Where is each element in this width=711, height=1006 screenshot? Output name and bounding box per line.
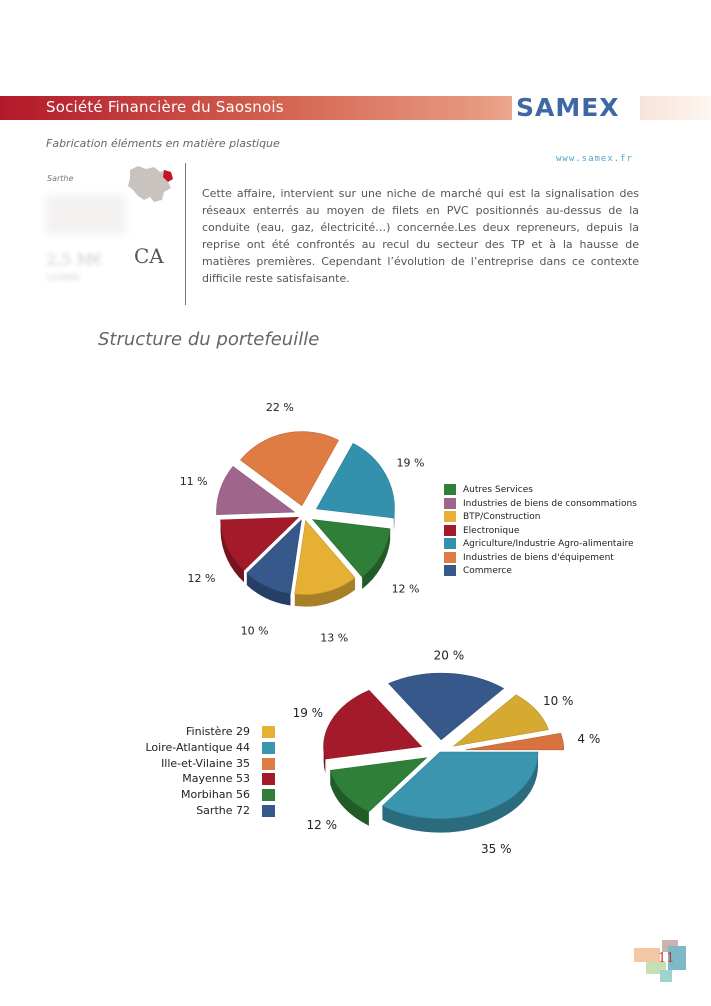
- legend-label: Industries de biens d'équipement: [463, 552, 614, 563]
- legend-swatch: [262, 805, 275, 817]
- legend-swatch: [444, 511, 456, 522]
- legend-swatch: [262, 789, 275, 801]
- legend-label: Morbihan 56: [181, 788, 250, 802]
- legend-swatch: [444, 525, 456, 536]
- website-link[interactable]: www.samex.fr: [556, 154, 634, 164]
- region-label: Sarthe: [47, 174, 74, 183]
- legend-label: Mayenne 53: [182, 772, 250, 786]
- legend-swatch: [444, 552, 456, 563]
- legend-label: Sarthe 72: [196, 804, 250, 817]
- company-title: Société Financière du Saosnois: [46, 98, 284, 116]
- legend-swatch: [262, 758, 275, 770]
- samex-logo: SAMEX: [516, 93, 620, 122]
- legend-swatch: [262, 742, 275, 754]
- legend-label: Agriculture/Industrie Agro-alimentaire: [463, 539, 634, 549]
- page-number: 11: [658, 951, 675, 966]
- ca-date: 12/2009: [46, 273, 80, 282]
- pie-data-label: 10 %: [240, 624, 269, 638]
- pie-data-label: 19 %: [396, 456, 425, 470]
- pie-data-label: 13 %: [320, 631, 349, 645]
- pie-data-label: 12 %: [391, 582, 420, 596]
- legend-swatch: [444, 498, 456, 509]
- legend-label: Commerce: [463, 566, 512, 576]
- pie-data-label: 4 %: [577, 732, 601, 747]
- legend-label: Autres Services: [463, 485, 533, 495]
- legend-swatch: [444, 538, 456, 549]
- legend-label: Electronique: [463, 525, 520, 536]
- pie-data-label: 35 %: [481, 842, 512, 857]
- pie-chart-2: [293, 649, 601, 856]
- legend-label: Industries de biens de consommations: [463, 498, 637, 509]
- legend-label: Loire-Atlantique 44: [145, 740, 250, 754]
- legend-swatch: [262, 726, 275, 738]
- ca-label: CA: [134, 244, 164, 268]
- legend-label: Finistère 29: [186, 725, 250, 738]
- pie-data-label: 22 %: [265, 401, 294, 415]
- pie-data-label: 10 %: [542, 693, 574, 708]
- activity-subtitle: Fabrication éléments en matière plastique: [46, 137, 280, 150]
- company-description: Cette affaire, intervient sur une niche de marché qui est la signalisation des réseaux enterrés au moyen de filets en PVC positionnés au-dessus de la conduite (eau, gaz, électricité…) concernée.Les deux repreneurs, depuis la reprise ont été confrontés au recul du secteur des TP et à la hausse de matières premières. Cependant l’évolution de l’entreprise dans ce contexte difficile reste satisfaisante.: [202, 187, 639, 285]
- pie-data-label: 19 %: [292, 706, 324, 721]
- legend-label: Ille-et-Vilaine 35: [161, 756, 250, 770]
- legend-swatch: [444, 484, 456, 495]
- section-title: Structure du portefeuille: [98, 329, 320, 350]
- pie-data-label: 11 %: [179, 474, 208, 488]
- ca-value: 2,5 M€: [46, 250, 104, 269]
- pie-data-label: 12 %: [187, 571, 216, 585]
- legend-swatch: [262, 773, 275, 785]
- legend-swatch: [444, 565, 456, 576]
- pie-data-label: 20 %: [433, 648, 465, 663]
- legend-label: BTP/Construction: [463, 512, 541, 522]
- pie-chart-1: [180, 401, 425, 644]
- pie-data-label: 12 %: [306, 818, 338, 833]
